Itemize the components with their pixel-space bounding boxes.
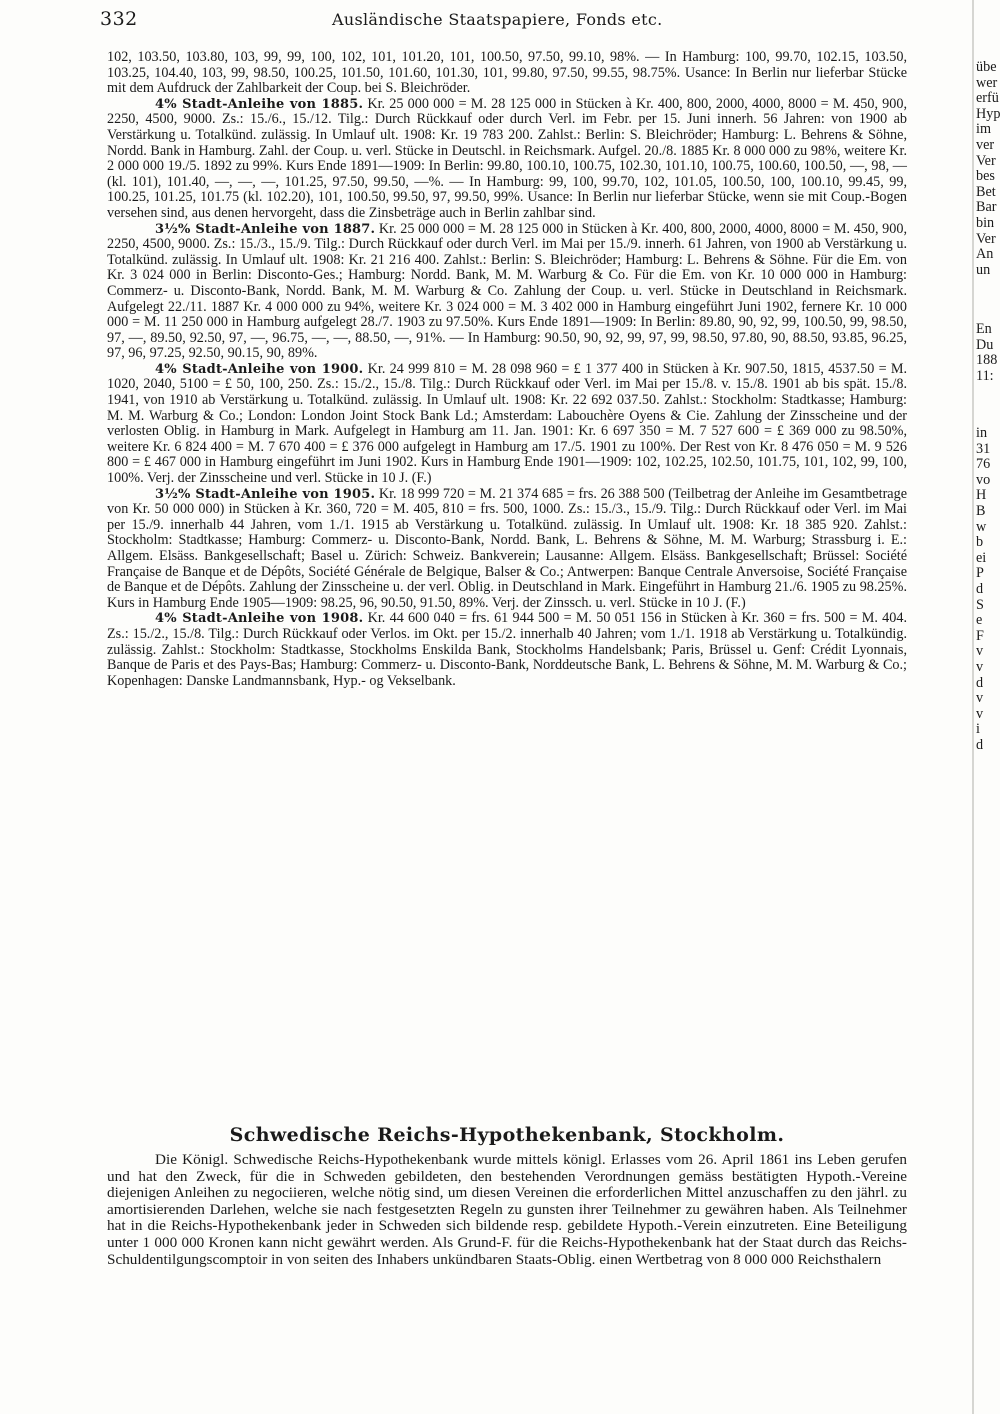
bleed-fragment: bes	[976, 168, 995, 185]
entry-heading: 3½% Stadt-Anleihe von 1905.	[155, 486, 376, 502]
entry-text: Kr. 25 000 000 = M. 28 125 000 in Stücken à Kr. 400, 800, 2000, 4000, 8000 = M. 450, 900, 2250, 4500, 9000. Zs.: 15./6., 15./12. Tilg.: Durch Rückkauf oder durch Verl. im Febr. per 15. Juni innerh. 56 Jahren: von 1900 ab Verstärkung u. Totalkünd. zulässig. In Umlauf ult. 1908: Kr. 19 783 200. Zahlst.: Berlin: S. Bleichröder; Hamburg: L. Behrens & Söhne, Nordd. Bank in Hamburg. Zahl. der Coup. u. verl. Stücke in Deutschl. in Reichsmark. Aufgel. 20./8. 1885 Kr. 8 000 000 zu 98%, weitere Kr. 2 000 000 19./5. 1892 zu 99%. Kurs Ende 1891—1909: In Berlin: 99.80, 100.10, 100.75, 102.30, 101.10, 100.75, 100.60, 100.50, —, 98, — (kl. 101), 101.40, —, —, —, 101.25, 97.50, 99.50, —%. — In Hamburg: 99, 100, 99.70, 102, 101.05, 100.50, 100, 100.10, 99.45, 99, 100.25, 101.25, 101.75 (kl. 102.20), 101, 100.50, 99.50, 97, 99.50, 99%. Usance: In Berlin nur lieferbar Stücke, wenn sie mit Coup.-Bogen versehen sind, aus denen hervorgeht, dass die Zinsbeträge auch in Berlin zahlbar sind.	[107, 95, 908, 221]
entry-text: 102, 103.50, 103.80, 103, 99, 99, 100, 102, 101, 101.20, 101, 100.50, 97.50, 99.10, 98%. — In Hamburg: 100, 99.70, 102.15, 103.50, 103.25, 104.40, 103, 99, 98.50, 100.25, 101.50, 101.60, 101.30, 101, 99.80, 97.50, 99.55, 98.75%. Usance: In Berlin nur lieferbar Stücke mit dem Aufdruck der Zahlbarkeit der Coup. bei S. Bleichröder.	[107, 49, 907, 97]
bleed-fragment-group	[976, 322, 997, 384]
bleed-fragment: An	[976, 246, 994, 263]
bleed-fragment: im	[976, 121, 991, 138]
bleed-fragment: un	[976, 261, 991, 278]
bleed-fragment: b	[976, 534, 984, 551]
page-number: 332	[100, 8, 138, 30]
bleed-fragment: Du	[976, 336, 994, 353]
bleed-fragment: e	[976, 612, 983, 629]
bleed-fragment: En	[976, 321, 992, 337]
bleed-fragment: S	[976, 596, 984, 613]
adjacent-page-bleed	[976, 50, 1000, 1350]
entry-text: Kr. 18 999 720 = M. 21 374 685 = frs. 26 388 500 (Teilbetrag der Anleihe im Gesamtbetrage von Kr. 50 000 000) in Stücken à Kr. 360, 720 = M. 405, 810 = frs. 500, 1000. Zs.: 15./3., 15./9. Tilg.: Durch Rückkauf oder Verl. im Mai per 15./9. innerhalb 44 Jahren, vom 1./1. 1915 ab Verstärkung u. Totalkünd. zulässig. In Umlauf ult. 1908: Kr. 18 385 920. Zahlst.: Stockholm: Stadtkasse; Hamburg: Commerz- u. Disconto-Bank, Nordd. Bank, L. Behrens & Söhne, M. M. Warburg; Strassburg i. E.: Allgem. Elsäss. Bankgesellschaft; Basel u. Zürich: Schweiz. Bankverein; Lausanne: Allgem. Elsäss. Bankgesellschaft; Brüssel: Société Française de Banque et de Dépôts, Société Générale de Belgique, Balser & Co.; Antwerpen: Banque Centrale Anversoise, Société Française de Banque et de Dépôts. Zahlung der Zinsscheine u. der verl. Oblig. in Deutschland in Mark. Eingeführt in Hamburg 21./6. 1905 zu 98.25%. Kurs in Hamburg Ende 1905—1909: 98.25, 96, 90.50, 91.50, 89%. Verj. der Zinssch. u. verl. Stücke in 10 J. (F.)	[107, 485, 907, 611]
bleed-fragment: Ver	[976, 152, 996, 169]
bleed-fragment: v	[976, 658, 984, 675]
bleed-fragment: ei	[976, 549, 987, 566]
bleed-fragment: d	[976, 674, 984, 691]
entry-text: Kr. 44 600 040 = frs. 61 944 500 = M. 50 051 156 in Stücken à Kr. 360 = frs. 500 = M. 404. Zs.: 15./2., 15./8. Tilg.: Durch Rückkauf oder Verlos. im Okt. per 15./2. innerhalb 40 Jahren; vom 1./1. 1918 ab Verstärkung u. Totalkündig. zulässig. Zahlst.: Stockholm: Stadtkasse, Stockholms Enskilda Bank, Stockholms Handelsbank; Paris, Brüssel u. Genf: Crédit Lyonnais, Banque de Paris et des Pays-Bas; Hamburg: Commerz- u. Disconto-Bank, Norddeutsche Bank, L. Behrens & Söhne, M. M. Warburg & Co.; Kopenhagen: Danske Landmannsbank, Hyp.- og Vekselbank.	[107, 610, 908, 689]
section-reichs-hypothekenbank	[107, 1124, 907, 1268]
entry-loan-1885	[107, 97, 907, 222]
bleed-fragment-group	[976, 426, 990, 753]
section-heading: Schwedische Reichs-Hypothekenbank, Stockholm.	[229, 1124, 785, 1146]
running-title: Ausländische Staatspapiere, Fonds etc.	[332, 10, 663, 29]
bleed-fragment: Bet	[976, 183, 996, 200]
bleed-fragment: 11:	[976, 367, 994, 384]
bleed-fragment: 31	[976, 440, 991, 457]
bleed-fragment: 76	[976, 456, 991, 473]
bleed-fragment-group	[976, 60, 1000, 278]
bleed-fragment: Ver	[976, 230, 996, 247]
entry-loan-1887	[107, 222, 907, 362]
bleed-fragment: Bar	[976, 199, 997, 216]
bleed-fragment: wer	[976, 74, 998, 91]
bleed-fragment: in	[976, 425, 988, 441]
entry-loan-1908	[107, 611, 907, 689]
bleed-fragment: B	[976, 502, 986, 519]
bleed-fragment: v	[976, 690, 984, 707]
entry-loan-1905	[107, 487, 907, 612]
page-fold-edge	[972, 0, 974, 1414]
bleed-fragment: v	[976, 705, 984, 722]
entry-heading: 3½% Stadt-Anleihe von 1887.	[155, 221, 376, 237]
bond-listing	[107, 50, 907, 689]
entry-text: Kr. 25 000 000 = M. 28 125 000 in Stücken à Kr. 400, 800, 2000, 4000, 8000 = M. 450, 900, 2250, 4500, 9000. Zs.: 15./3., 15./9. Tilg.: Durch Rückkauf oder durch Verl. im Mai per 15./9. innerh. 61 Jahren, von 1900 ab Verstärkung u. Totalkünd. zulässig. In Umlauf ult. 1908: Kr. 21 216 400. Zahlst.: Berlin: S. Bleichröder; Hamburg: L. Behrens & Söhne. Für die Em. von Kr. 3 024 000 in Berlin: Disconto-Ges.; Hamburg: Nordd. Bank, M. M. Warburg & Co. Für die Em. von Kr. 10 000 000 in Hamburg: Commerz- u. Disconto-Bank, Nordd. Bank, M. M. Warburg & Co. Zahlung der Coup. u. verl. Stücke in Deutschland in Reichsmark. Aufgelegt 22./11. 1887 Kr. 4 000 000 zu 94%, weitere Kr. 3 024 000 = M. 3 402 000 in Hamburg eingeführt Juni 1902, fernere Kr. 10 000 000 = M. 11 250 000 in Hamburg aufgelegt 28./7. 1903 zu 97.50%. Kurs Ende 1891—1909: In Berlin: 89.80, 90, 92, 99, 100.50, 99, 98.50, 97, —, 89.50, 92.50, 97, —, 96.75, —, —, 88.50, —, 91%. — In Hamburg: 90.50, 90, 92, 99, 97, 99, 98.50, 97.80, 90, 88.50, 93.85, 96.25, 97, 96, 97.25, 92.50, 90.15, 90, 89%.	[107, 220, 907, 362]
bleed-fragment: Hyp	[976, 105, 1000, 122]
bleed-fragment: d	[976, 736, 984, 753]
bleed-fragment: übe	[976, 59, 997, 75]
bleed-fragment: ver	[976, 136, 995, 153]
bleed-fragment: i	[976, 721, 980, 738]
bleed-fragment: bin	[976, 214, 995, 231]
bleed-fragment: d	[976, 580, 984, 597]
bleed-fragment: H	[976, 487, 987, 504]
bleed-fragment: 188	[976, 352, 998, 369]
entry-loan-1900	[107, 362, 907, 487]
section-body: Die Königl. Schwedische Reichs-Hypothekenbank wurde mittels königl. Erlasses vom 26. April 1861 ins Leben gerufen und hat den Zweck, für die in Schweden gebildeten, den bestehenden Verordnungen gemäss bestätigten Hypoth.-Vereine diejenigen Anleihen zu negociieren, welche nötig sind, um diesen Vereinen die erforderlichen Mittel anzuschaffen zu den jährl. zu amortisierenden Darlehen, welche sie nach festgesetzten Regeln zu gunsten ihrer Teilnehmer zu gewähren haben. Als Teilnehmer hat in die Reichs-Hypothekenbank jeder in Schweden sich bildende resp. gebildete Hypoth.-Verein einzutreten. Eine Beteiligung unter 1 000 000 Kronen kann nicht gewährt werden. Als Grund-F. für die Reichs-Hypothekenbank hat der Staat durch das Reichs-Schuldentilgungscomptoir in von seiten des Inhabers unkündbaren Staats-Oblig. einen Wertbetrag von 8 000 000 Reichsthalern	[107, 1151, 907, 1268]
entry-continuation	[107, 50, 907, 97]
entry-heading: 4% Stadt-Anleihe von 1885.	[155, 96, 364, 112]
entry-heading: 4% Stadt-Anleihe von 1908.	[155, 611, 364, 627]
bleed-fragment: v	[976, 643, 984, 660]
entry-text: Kr. 24 999 810 = M. 28 098 960 = £ 1 377 400 in Stücken à Kr. 907.50, 1815, 4537.50 = M. 1020, 2040, 5100 = £ 50, 100, 250. Zs.: 15./2., 15./8. Tilg.: Durch Rückkauf oder Verl. im Mai per 15./8. v. 15./8. 1901 ab bis spät. 15./8. 1941, von 1910 ab Verstärkung u. Totalkünd. zulässig. In Umlauf ult. 1908: Kr. 22 692 037.50. Zahlst.: Stockholm: Stadtkasse; Hamburg: M. M. Warburg & Co.; London: London Joint Stock Bank Ld.; Amsterdam: Labouchère Oyens & Cie. Zahlung der Zinsscheine und der verlosten Oblig. in Hamburg in Mark. Aufgelegt in Hamburg am 11. Jan. 1901: Kr. 6 697 350 = M. 7 527 600 = £ 369 000 zu 98.50%, weitere Kr. 6 824 400 = M. 7 670 400 = £ 376 000 aufgelegt in Hamburg am 17./5. 1901 zu 100%. Der Rest von Kr. 8 476 050 = M. 9 526 800 = £ 467 000 in Hamburg eingeführt im Juni 1902. Kurs in Hamburg Ende 1901—1909: 102, 102.25, 102.50, 101.75, 101, 102, 99, 100, 100%. Verj. der Zinsscheine und verl. Stücke in 10 J. (F.)	[107, 360, 907, 487]
bleed-fragment: P	[976, 565, 984, 582]
bleed-fragment: F	[976, 627, 984, 644]
bleed-fragment: erfü	[976, 90, 999, 107]
bleed-fragment: w	[976, 518, 987, 535]
bleed-fragment: vo	[976, 471, 991, 488]
running-head	[100, 8, 960, 38]
entry-heading: 4% Stadt-Anleihe von 1900.	[155, 361, 364, 377]
